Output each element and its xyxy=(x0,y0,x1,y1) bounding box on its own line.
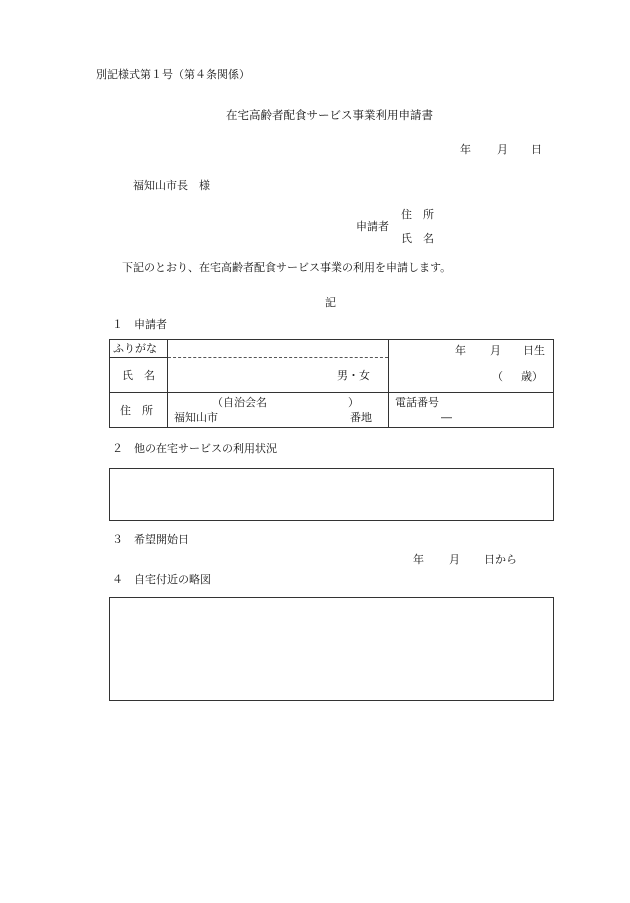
banchi-label: 番地 xyxy=(350,411,372,424)
other-services-box[interactable] xyxy=(109,468,554,521)
table-divider-right xyxy=(388,339,389,428)
ki-label: 記 xyxy=(325,296,336,309)
furigana-row-line xyxy=(109,357,168,358)
section4-heading: ４ 自宅付近の略図 xyxy=(112,573,211,586)
jichikai-close: ） xyxy=(348,396,359,409)
date-day: 日 xyxy=(531,143,542,156)
gender-options[interactable]: 男・女 xyxy=(337,369,370,382)
section2-heading: ２ 他の在宅サービスの利用状況 xyxy=(112,442,277,455)
date-month: 月 xyxy=(497,143,508,156)
start-day: 日から xyxy=(484,553,517,566)
address-row-line xyxy=(109,392,554,393)
jichikai-open: （自治会名 xyxy=(212,396,267,409)
form-title: 在宅高齢者配食サービス事業利用申請書 xyxy=(226,108,433,122)
city-label: 福知山市 xyxy=(174,411,218,424)
applicant-address-label: 住 所 xyxy=(401,208,434,221)
map-sketch-box[interactable] xyxy=(109,597,554,701)
birth-day: 日生 xyxy=(523,344,545,357)
furigana-dashed-line xyxy=(168,357,388,358)
table-divider-left xyxy=(167,339,168,428)
intro-text: 下記のとおり、在宅高齢者配食サービス事業の利用を申請します。 xyxy=(122,261,452,274)
applicant-name-label: 氏 名 xyxy=(401,232,434,245)
address-label: 住 所 xyxy=(120,404,153,417)
date-year: 年 xyxy=(460,143,471,156)
applicant-label: 申請者 xyxy=(356,220,389,233)
start-month: 月 xyxy=(449,553,460,566)
phone-label: 電話番号 xyxy=(395,396,439,409)
birth-month: 月 xyxy=(490,344,501,357)
start-year: 年 xyxy=(413,553,424,566)
form-number: 別記様式第１号（第４条関係） xyxy=(96,68,250,81)
age-close: 歳） xyxy=(521,370,543,383)
age-open: （ xyxy=(492,370,503,383)
birth-year: 年 xyxy=(455,344,466,357)
name-label: 氏 名 xyxy=(122,369,155,382)
phone-dash: ― xyxy=(441,411,452,424)
section1-heading: １ 申請者 xyxy=(112,318,167,331)
section3-heading: ３ 希望開始日 xyxy=(112,533,189,546)
furigana-label: ふりがな xyxy=(113,342,157,355)
addressee: 福知山市長 様 xyxy=(133,179,210,192)
